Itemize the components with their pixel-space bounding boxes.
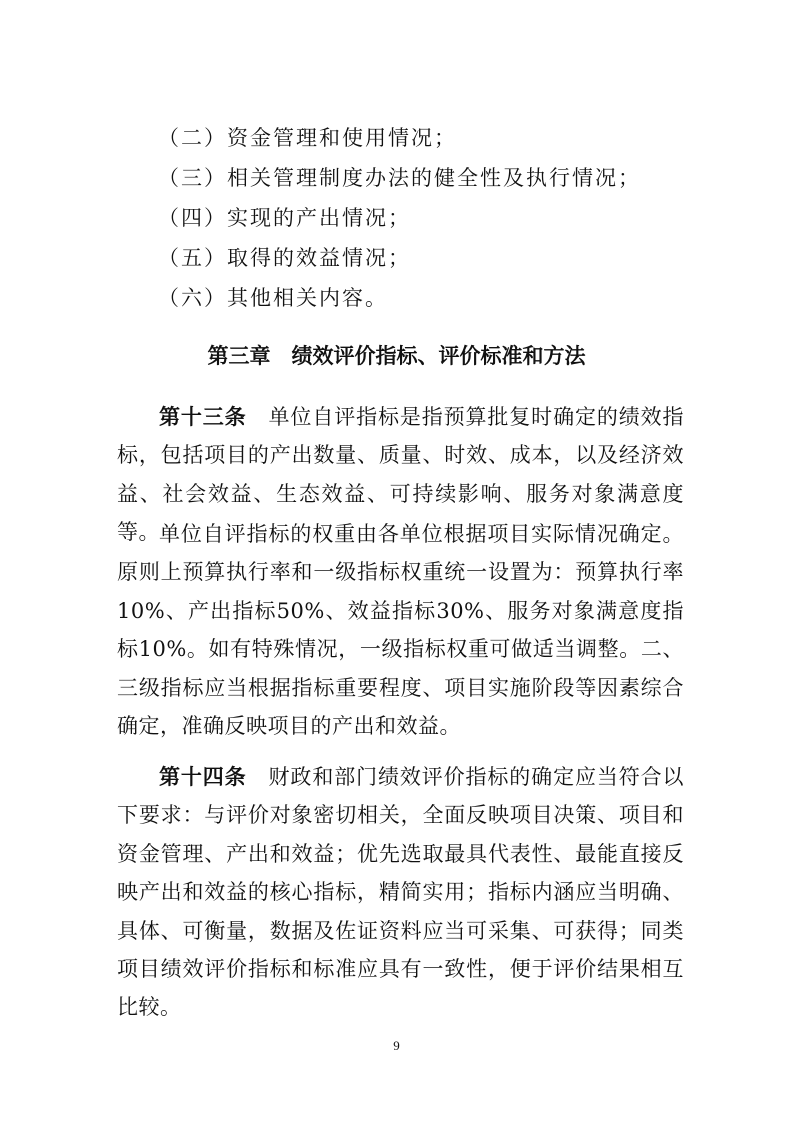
list-item: （六）其他相关内容。 [158,286,388,310]
chapter-heading: 第三章 绩效评价指标、评价标准和方法 [207,344,586,368]
article-text: 单位自评指标的权重由各单位根据项目实际情况确定。原则上预算执行率和一级指标权重统一设置为：预算执行率10%、产出指标50%、效益指标30%、服务对象满意度指标10%。如有特殊情况，一级指标权重可做适当调整。二、三级指标应当根据指标重要程度、项目实施阶段等因素综合确定，准确反映项目的产出和效益。 [117,522,684,739]
page-number: 9 [393,1038,400,1053]
list-item: （四）实现的产出情况； [158,206,411,230]
article-number: 第十四条 [159,765,247,789]
article-text: 财政和部门绩效评价指标的确定应当符合以下要求：与评价对象密切相关，全面反映项目决策、项目和资金管理、产出和效益；优先选取最具代表性、最能直接反映产出和效益的核心指标，精简实用；指标内涵应当明确、具体、可衡量，数据及佐证资料应当可采集、可获得；同类项目绩效评价指标和标准应具有一致性，便于评价结果相互比较。 [117,765,684,1020]
article-text: 单位自评指标是指预算批复时确定的绩效指标，包括项目的产出数量、质量、时效、成本，以及经济效益、社会效益、生态效益、可持续影响、服务对象满意度等。 [117,405,684,545]
article-paragraph [117,515,684,745]
evaluation-content-list [158,118,698,318]
list-item: （五）取得的效益情况； [158,246,411,270]
list-item: （三）相关管理制度办法的健全性及执行情况； [158,166,641,190]
article-number: 第十三条 [159,405,247,429]
article-paragraph [117,758,684,1027]
list-item: （二）资金管理和使用情况； [158,126,457,150]
